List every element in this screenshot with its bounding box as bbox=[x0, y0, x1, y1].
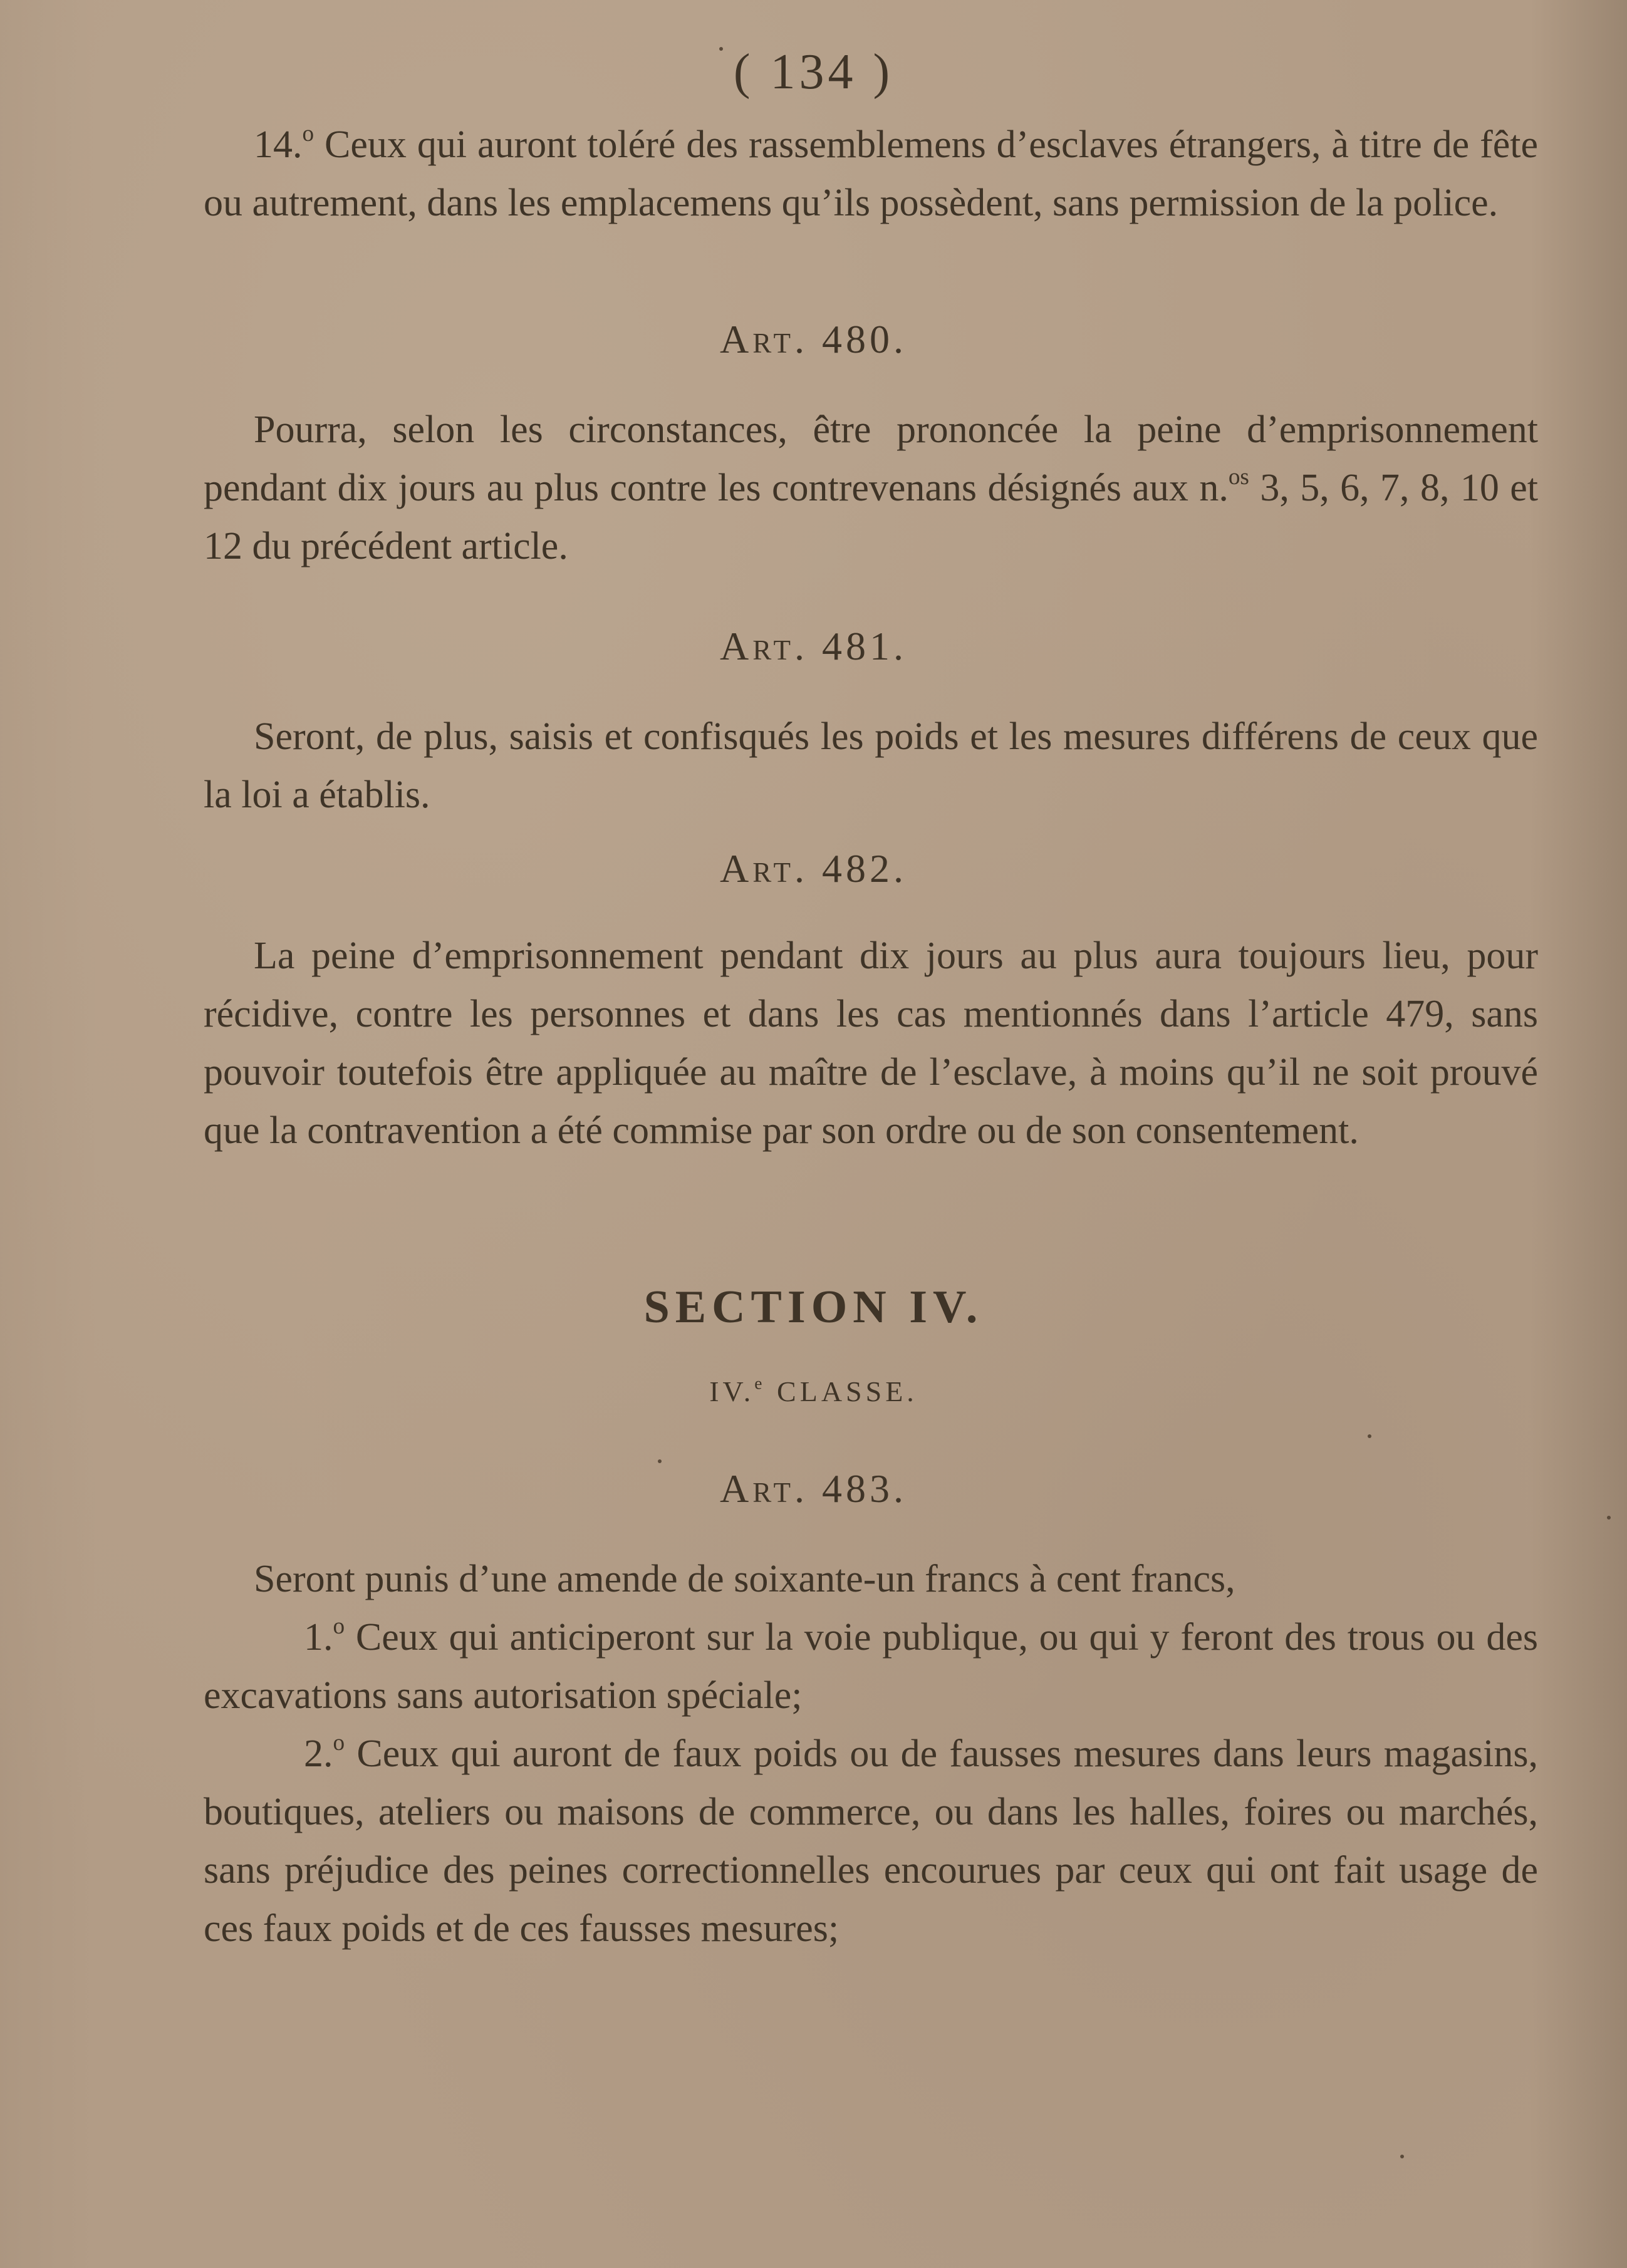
paper-speck bbox=[1368, 1434, 1371, 1438]
art-483-item-1-number: 1. bbox=[304, 1616, 333, 1659]
page-number: ( 134 ) bbox=[733, 44, 894, 100]
art-480-text-before: Pourra, selon les circonstances, être prononcée la peine d’emprisonnement pendant dix jours au plus contre les contrevenans désignés aux n. bbox=[204, 408, 1538, 509]
art-483-item-2-ordinal: o bbox=[333, 1729, 345, 1756]
paper-speck bbox=[719, 47, 723, 51]
section-title: SECTION IV. bbox=[643, 1282, 984, 1333]
art-483-item-1 bbox=[204, 1608, 1538, 1725]
art-483-item-2 bbox=[204, 1725, 1538, 1958]
art-483-item-2-text: Ceux qui auront de faux poids ou de fausses mesures dans leurs magasins, boutiques, ateliers ou maisons de commerce, ou dans les halles, foires ou marchés, sans préjudice des peines correctionnelles encourues par ceux qui ont fait usage de ces faux poids et de ces fausses mesures; bbox=[204, 1732, 1538, 1950]
art-483-item-1-ordinal: o bbox=[333, 1613, 345, 1639]
class-suffix: CLASSE. bbox=[766, 1375, 918, 1407]
class-ordinal: e bbox=[754, 1373, 766, 1393]
paper-speck bbox=[658, 1459, 662, 1463]
item-14-text: Ceux qui auront toléré des rassemblemens d’esclaves étrangers, à titre de fête ou autrement, dans les emplacemens qu’ils possèdent, sans permission de la police. bbox=[204, 123, 1538, 224]
art-483-item-2-number: 2. bbox=[304, 1732, 333, 1775]
paper-speck bbox=[1607, 1516, 1611, 1520]
class-title bbox=[0, 1375, 1627, 1408]
art-481-heading: Art. 481. bbox=[719, 624, 908, 668]
art-483-item-1-text: Ceux qui anticiperont sur la voie publique, ou qui y feront des trous ou des excavations sans autorisation spéciale; bbox=[204, 1616, 1538, 1717]
art-480-heading: Art. 480. bbox=[719, 317, 908, 361]
art-480-ordinal: os bbox=[1228, 463, 1249, 490]
art-482-paragraph: La peine d’emprisonnement pendant dix jours au plus aura toujours lieu, pour récidive, contre les personnes et dans les cas mentionnés dans l’article 479, sans pouvoir toutefois être appliquée au maître de l’esclave, à moins qu’il ne soit prouvé que la contravention a été commise par son ordre ou de son consentement. bbox=[204, 935, 1538, 1152]
item-14-number: 14. bbox=[254, 123, 303, 166]
item-14-ordinal: o bbox=[302, 120, 314, 147]
art-483-heading: Art. 483. bbox=[719, 1466, 908, 1511]
art-483-intro: Seront punis d’une amende de soixante-un francs à cent francs, bbox=[254, 1558, 1235, 1600]
paper-speck bbox=[1400, 2155, 1404, 2158]
item-14-paragraph bbox=[204, 116, 1538, 232]
art-480-text-after: 3, 5, 6, 7, 8, 10 et 12 du précédent article. bbox=[204, 467, 1538, 567]
art-481-paragraph: Seront, de plus, saisis et confisqués les poids et les mesures différens de ceux que la loi a établis. bbox=[204, 715, 1538, 816]
art-480-paragraph bbox=[204, 401, 1538, 576]
class-prefix: IV. bbox=[709, 1375, 755, 1407]
art-482-heading: Art. 482. bbox=[719, 846, 908, 891]
